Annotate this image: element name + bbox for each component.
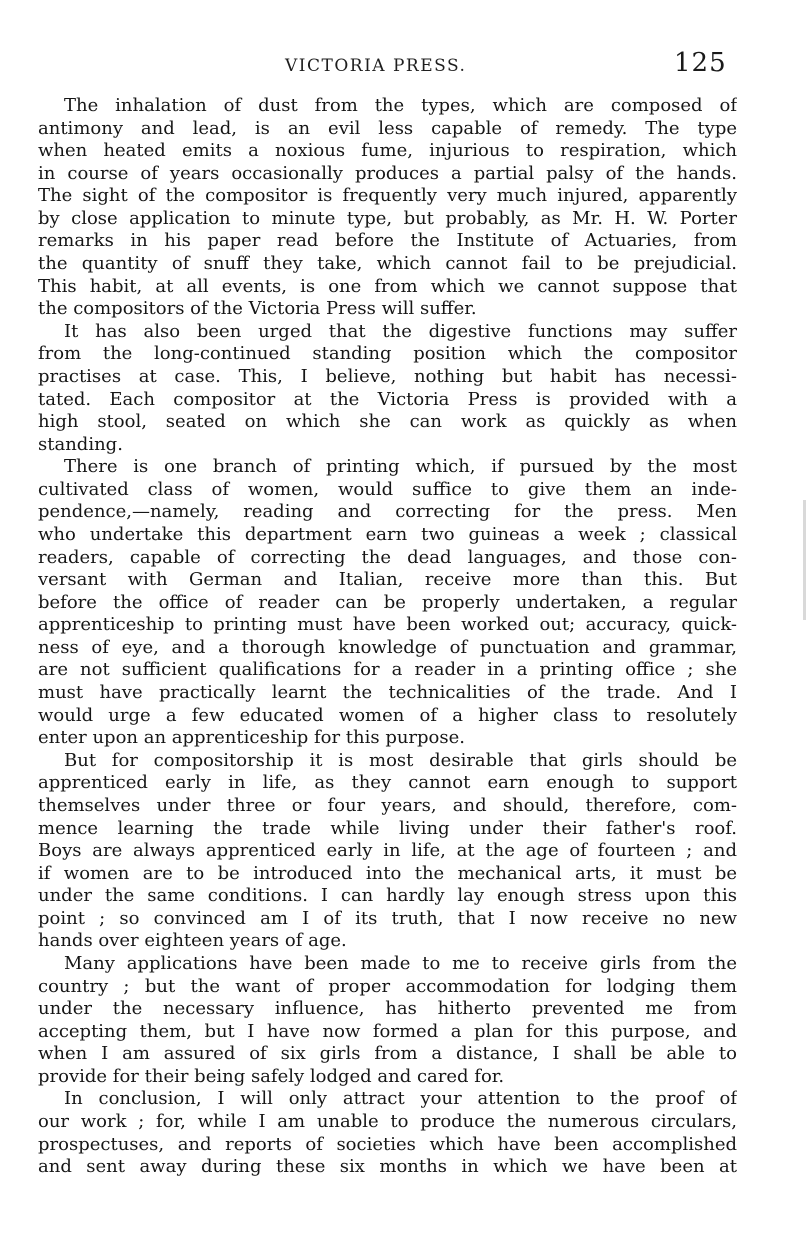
text-line: In conclusion, I will only attract your attention to the proof of [64,1088,737,1110]
text-line: point ; so convinced am I of its truth, that I now receive no new [38,907,737,929]
text-line: under the same conditions. I can hardly lay enough stress upon this [38,885,737,907]
text-line: readers, capable of correcting the dead languages, and those con- [38,546,737,568]
text-line: themselves under three or four years, and should, therefore, com- [38,794,737,816]
text-line: This habit, at all events, is one from which we cannot suppose that [38,275,737,297]
text-line: standing. [38,433,123,455]
running-head [0,50,806,80]
text-line: apprenticeship to printing must have been worked out; accuracy, quick- [38,614,737,636]
text-line: pendence,—namely, reading and correcting for the press. Men [38,501,737,523]
text-line: who undertake this department earn two guineas a week ; classical [38,523,737,545]
text-line: provide for their being safely lodged and cared for. [38,1065,505,1087]
text-line: country ; but the want of proper accommodation for lodging them [38,975,737,997]
text-line: cultivated class of women, would suffice to give them an inde- [38,478,737,500]
text-line: enter upon an apprenticeship for this purpose. [38,727,466,749]
text-line: ness of eye, and a thorough knowledge of punctuation and grammar, [38,636,737,658]
text-line: practises at case. This, I believe, nothing but habit has necessi- [38,365,737,387]
text-line: by close application to minute type, but probably, as Mr. H. W. Porter [38,207,737,229]
text-line: There is one branch of printing which, if pursued by the most [64,456,737,478]
text-line: Many applications have been made to me to receive girls from the [64,952,737,974]
text-line: in course of years occasionally produces a partial palsy of the hands. [38,162,737,184]
text-line: the quantity of snuff they take, which cannot fail to be prejudicial. [38,253,737,275]
text-line: high stool, seated on which she can work as quickly as when [38,411,737,433]
text-line: versant with German and Italian, receive more than this. But [38,569,737,591]
text-line: accepting them, but I have now formed a plan for this purpose, and [38,1020,737,1042]
text-line: under the necessary influence, has hitherto prevented me from [38,998,737,1020]
text-line: and sent away during these six months in which we have been at [38,1156,737,1178]
running-title: VICTORIA PRESS. [285,56,467,76]
text-line: our work ; for, while I am unable to produce the numerous circulars, [38,1111,737,1133]
text-line: The inhalation of dust from the types, which are composed of [64,95,737,116]
text-line: would urge a few educated women of a higher class to resolutely [38,704,737,726]
text-line: tated. Each compositor at the Victoria Press is provided with a [38,388,737,410]
text-line: hands over eighteen years of age. [38,930,347,952]
text-line: antimony and lead, is an evil less capable of remedy. The type [38,117,737,139]
page-number: 125 [674,48,727,78]
text-line: But for compositorship it is most desirable that girls should be [64,749,737,771]
text-line: prospectuses, and reports of societies which have been accomplished [38,1133,737,1155]
text-line: are not sufficient qualifications for a reader in a printing office ; she [38,659,737,681]
text-line: the compositors of the Victoria Press will suffer. [38,298,477,320]
text-line: from the long-continued standing position which the compositor [38,343,737,365]
text-line: It has also been urged that the digestive functions may suffer [64,320,737,342]
text-line: apprenticed early in life, as they cannot earn enough to support [38,772,737,794]
text-line: if women are to be introduced into the mechanical arts, it must be [38,862,737,884]
text-line: mence learning the trade while living under their father's roof. [38,817,737,839]
text-line: before the office of reader can be properly undertaken, a regular [38,591,737,613]
body-text [38,95,737,1179]
text-line: when I am assured of six girls from a distance, I shall be able to [38,1043,737,1065]
text-line: must have practically learnt the technicalities of the trade. And I [38,682,737,704]
text-line: Boys are always apprenticed early in life, at the age of fourteen ; and [38,840,737,862]
text-line: The sight of the compositor is frequently very much injured, apparently [38,185,737,207]
text-line: remarks in his paper read before the Institute of Actuaries, from [38,230,737,252]
text-line: when heated emits a noxious fume, injurious to respiration, which [38,140,737,162]
